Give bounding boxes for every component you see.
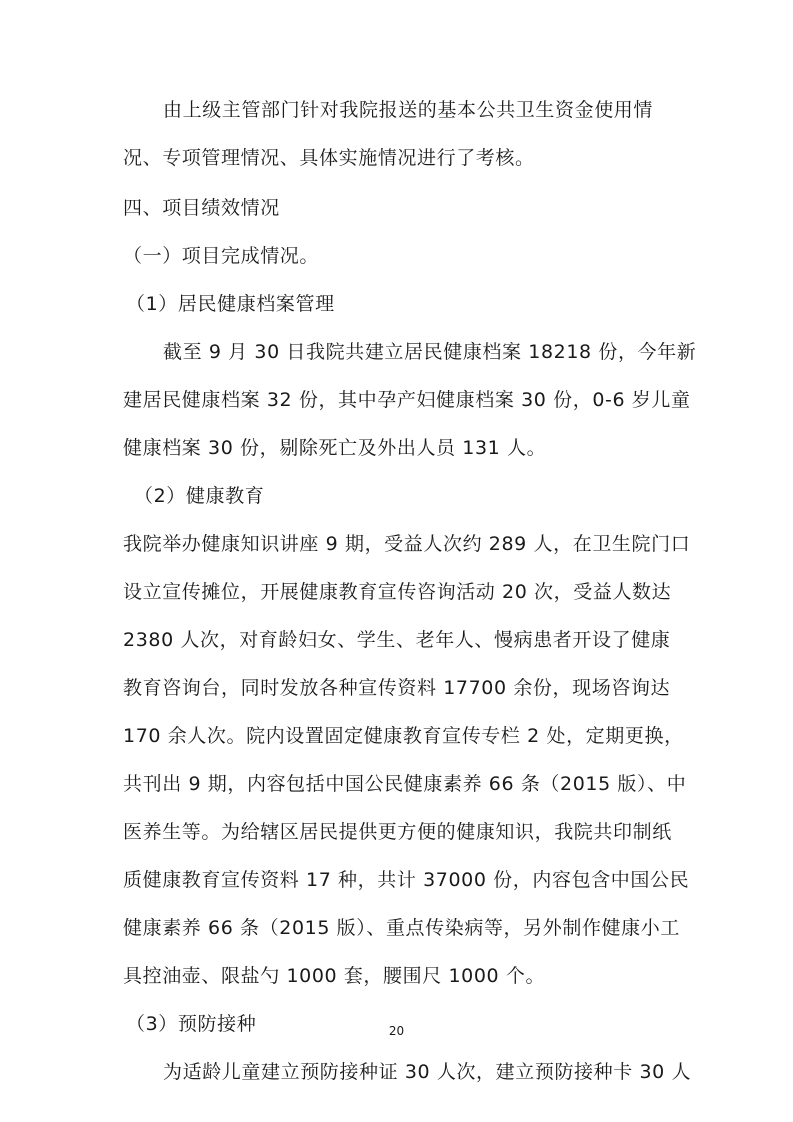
body-text-line: 医养生等。为给辖区居民提供更方便的健康知识，我院共印制纸 <box>123 821 672 843</box>
body-text-line: 教育咨询台，同时发放各种宣传资料 17700 余份，现场咨询达 <box>123 677 671 699</box>
body-text-line: 健康素养 66 条（2015 版）、重点传染病等，另外制作健康小工 <box>123 917 680 939</box>
page-number: 20 <box>388 1024 405 1038</box>
item-heading: （1）居民健康档案管理 <box>126 293 335 315</box>
body-text-line: 我院举办健康知识讲座 9 期，受益人次约 289 人，在卫生院门口 <box>123 533 691 555</box>
body-text-line: 为适龄儿童建立预防接种证 30 人次，建立预防接种卡 30 人 <box>163 1061 692 1083</box>
body-text-line: 况、专项管理情况、具体实施情况进行了考核。 <box>123 147 535 169</box>
body-text-line: 健康档案 30 份，剔除死亡及外出人员 131 人。 <box>123 437 547 459</box>
body-text-line: 质健康教育宣传资料 17 种，共计 37000 份，内容包含中国公民 <box>123 869 690 891</box>
item-heading: （2）健康教育 <box>134 485 265 507</box>
body-text-line: 170 余人次。院内设置固定健康教育宣传专栏 2 处，定期更换， <box>123 725 684 747</box>
body-text-line: 建居民健康档案 32 份，其中孕产妇健康档案 30 份，0-6 岁儿童 <box>123 389 691 411</box>
body-text-line: 由上级主管部门针对我院报送的基本公共卫生资金使用情 <box>163 99 654 121</box>
body-text-line: 截至 9 月 30 日我院共建立居民健康档案 18218 份，今年新 <box>163 341 697 363</box>
subsection-heading: （一）项目完成情况。 <box>123 245 320 267</box>
body-text-line: 共刊出 9 期，内容包括中国公民健康素养 66 条（2015 版）、中 <box>123 773 687 795</box>
item-heading: （3）预防接种 <box>126 1013 257 1035</box>
section-heading: 四、项目绩效情况 <box>123 197 280 219</box>
body-text-line: 设立宣传摊位，开展健康教育宣传咨询活动 20 次，受益人数达 <box>123 581 672 603</box>
body-text-line: 具控油壶、限盐勺 1000 套，腰围尺 1000 个。 <box>123 965 546 987</box>
body-text-line: 2380 人次，对育龄妇女、学生、老年人、慢病患者开设了健康 <box>123 629 671 651</box>
